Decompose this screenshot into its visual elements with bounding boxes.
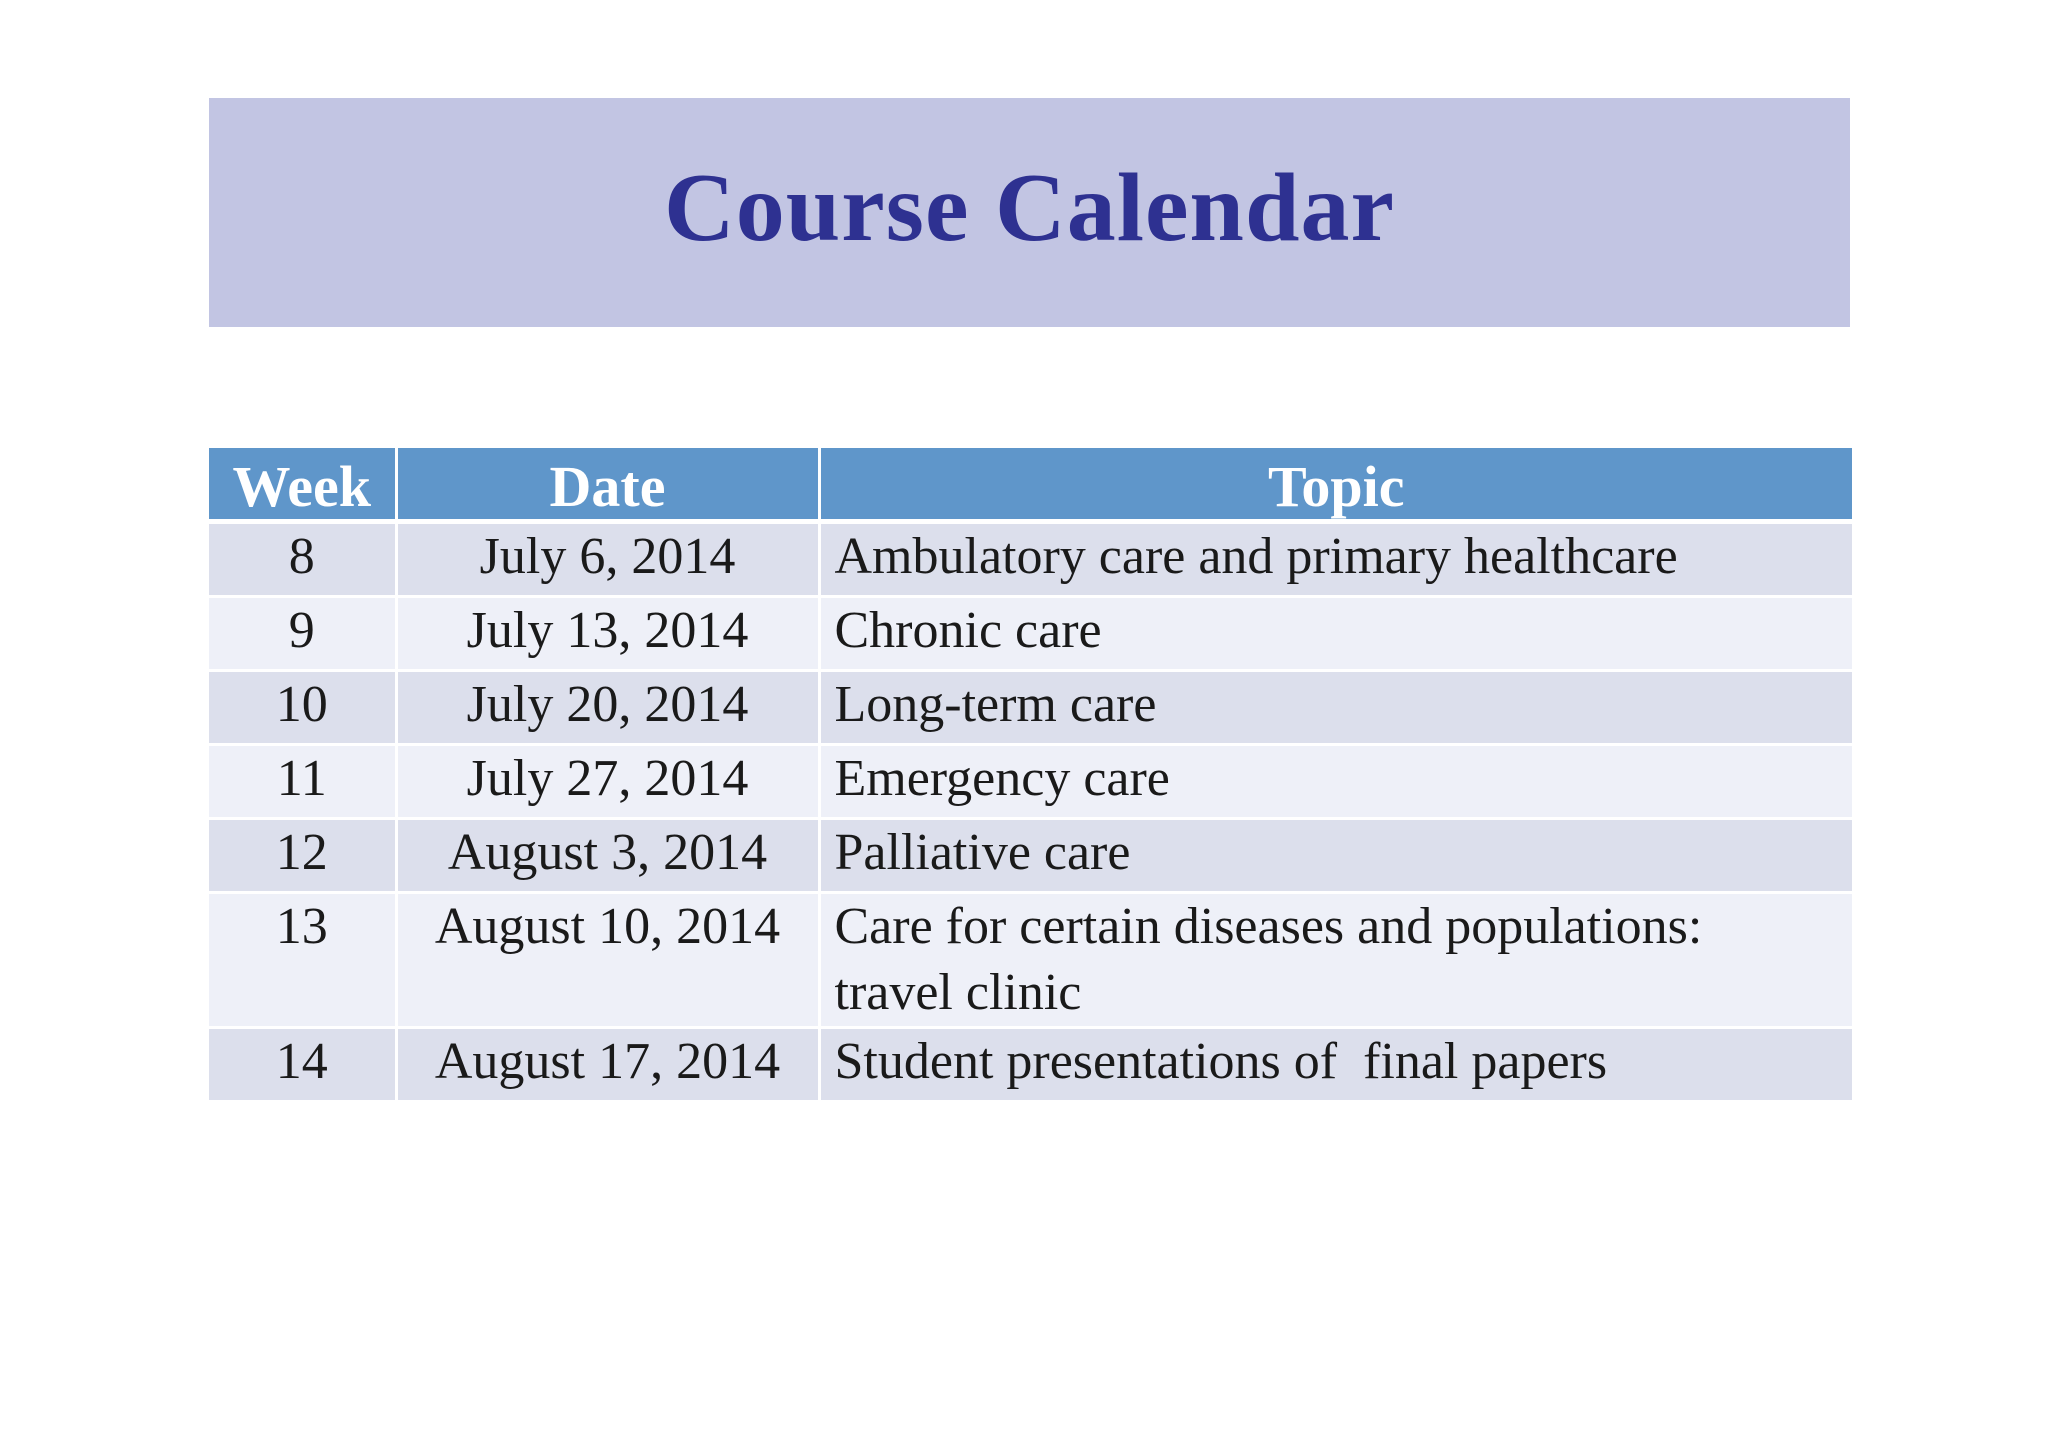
topic-cell: Long-term care bbox=[819, 671, 1852, 745]
week-cell: 13 bbox=[209, 893, 396, 1028]
topic-cell bbox=[819, 893, 1852, 1028]
week-cell: 8 bbox=[209, 522, 396, 597]
week-cell: 14 bbox=[209, 1028, 396, 1102]
week-cell: 12 bbox=[209, 819, 396, 893]
date-cell: August 3, 2014 bbox=[396, 819, 819, 893]
page-title: Course Calendar bbox=[664, 153, 1395, 262]
date-cell: August 10, 2014 bbox=[396, 893, 819, 1028]
topic-cell: Ambulatory care and primary healthcare bbox=[819, 522, 1852, 597]
header-date: Date bbox=[396, 448, 819, 522]
header-topic: Topic bbox=[819, 448, 1852, 522]
table-row bbox=[209, 745, 1852, 819]
table-row bbox=[209, 1028, 1852, 1102]
week-cell: 10 bbox=[209, 671, 396, 745]
topic-line-1: Care for certain diseases and populations: bbox=[834, 898, 1703, 955]
topic-cell: Palliative care bbox=[819, 819, 1852, 893]
date-cell: July 6, 2014 bbox=[396, 522, 819, 597]
table-header-row bbox=[209, 448, 1852, 522]
table-row bbox=[209, 893, 1852, 1028]
topic-cell: Student presentations of final papers bbox=[819, 1028, 1852, 1102]
date-cell: July 20, 2014 bbox=[396, 671, 819, 745]
table-row bbox=[209, 671, 1852, 745]
topic-cell: Chronic care bbox=[819, 597, 1852, 671]
topic-cell: Emergency care bbox=[819, 745, 1852, 819]
topic-line-2: travel clinic bbox=[834, 964, 1082, 1021]
table-row bbox=[209, 522, 1852, 597]
date-cell: July 27, 2014 bbox=[396, 745, 819, 819]
date-cell: August 17, 2014 bbox=[396, 1028, 819, 1102]
title-banner bbox=[209, 98, 1850, 327]
date-cell: July 13, 2014 bbox=[396, 597, 819, 671]
header-week: Week bbox=[209, 448, 396, 522]
course-calendar-table bbox=[209, 448, 1852, 1103]
table-row bbox=[209, 819, 1852, 893]
week-cell: 9 bbox=[209, 597, 396, 671]
table-row bbox=[209, 597, 1852, 671]
week-cell: 11 bbox=[209, 745, 396, 819]
